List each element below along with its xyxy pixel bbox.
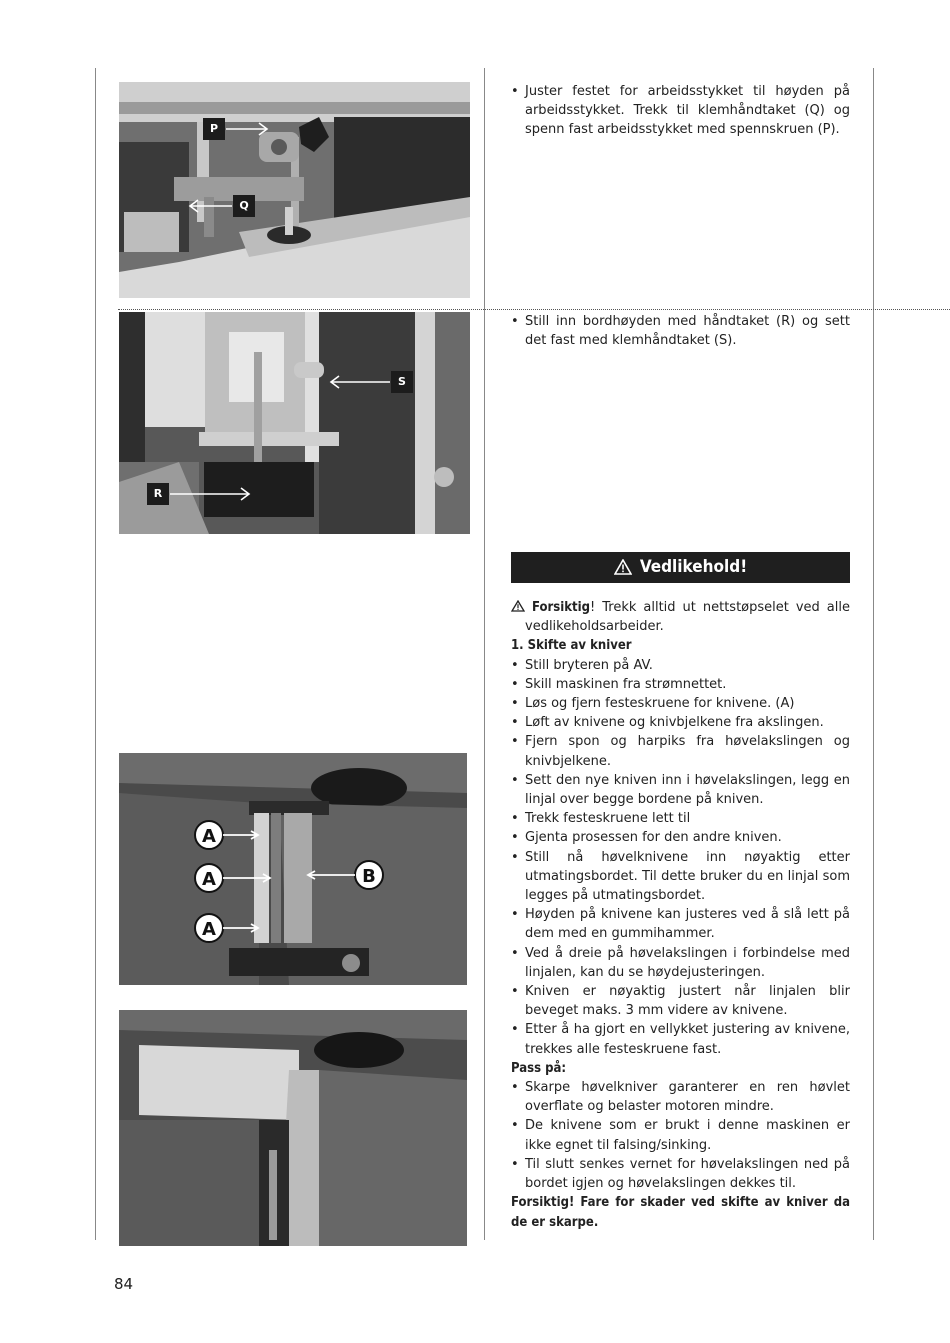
note-heading: Pass på:: [511, 1060, 567, 1076]
list-item: • Ved å dreie på høvelakslingen i forbindelse med linjalen, kan du se høydejusteringen.: [511, 944, 850, 982]
note-list: [511, 1078, 850, 1193]
list-item: • Still bryteren på AV.: [511, 656, 850, 675]
list-item: • Still inn bordhøyden med håndtaket (R) og sett det fast med klemhåndtaket (S).: [511, 312, 850, 350]
arrow-q: [187, 199, 232, 213]
caution-paragraph: [511, 598, 850, 636]
final-warning: Forsiktig! Fare for skader ved skifte av kniver da de er skarpe.: [511, 1195, 850, 1230]
list-item: • Til slutt senkes vernet for høvelakslingen ned på bordet igjen og høvelakslingen dekkes til.: [511, 1155, 850, 1193]
left-column-rule: [95, 68, 96, 1240]
arrow-p: [226, 122, 270, 136]
section-table-height-text: [511, 312, 850, 350]
label-q: Q: [233, 195, 255, 217]
list-item: • Etter å ha gjort en vellykket justering av knivene, trekkes alle festeskruene fast.: [511, 1020, 850, 1058]
table-height-steps-list: [511, 312, 850, 350]
warning-triangle-icon: [614, 559, 632, 575]
list-item: • Løs og fjern festeskruene for knivene. (A): [511, 694, 850, 713]
knife-change-heading: 1. Skifte av kniver: [511, 638, 632, 654]
label-r: R: [147, 483, 169, 505]
list-item: • Skill maskinen fra strømnettet.: [511, 675, 850, 694]
list-item: • Høyden på knivene kan justeres ved å slå lett på dem med en gummihammer.: [511, 905, 850, 943]
caution-text: ! Trekk alltid ut nettstøpselet ved alle vedlikeholdsarbeider.: [525, 600, 850, 635]
callout-b: [355, 861, 383, 889]
warning-triangle-icon: [511, 600, 525, 612]
list-item: • Kniven er nøyaktig justert når linjalen blir beveget maks. 3 mm videre av knivene.: [511, 982, 850, 1020]
arrow-s: [328, 375, 390, 389]
callout-a2-text: A: [202, 869, 216, 890]
maintenance-title: Vedlikehold!: [639, 557, 748, 577]
section-workpiece-text: [511, 82, 850, 140]
photo-knife-screws: [119, 753, 467, 985]
list-item: • De knivene som er brukt i denne maskinen er ikke egnet til falsing/sinking.: [511, 1116, 850, 1154]
list-item: • Løft av knivene og knivbjelkene fra akslingen.: [511, 713, 850, 732]
photo-ruler-check: [119, 1010, 467, 1246]
list-item: • Juster festet for arbeidsstykket til høyden på arbeidsstykket. Trekk til klemhåndtaket (Q) og spenn fast arbeidsstykket med spennskruen (P).: [511, 82, 850, 140]
dotted-section-divider: [118, 309, 950, 310]
caution-label: Forsiktig: [532, 600, 591, 615]
center-column-rule: [484, 68, 485, 1240]
list-item: • Trekk festeskruene lett til: [511, 809, 850, 828]
callout-b-text: B: [362, 866, 376, 887]
arrow-r: [170, 487, 252, 501]
callout-a1-text: A: [202, 826, 216, 847]
callout-a3: [195, 914, 223, 942]
callout-a1: [195, 821, 223, 849]
label-p: P: [203, 118, 225, 140]
list-item: • Still nå høvelknivene inn nøyaktig etter utmatingsbordet. Til dette bruker du en linjal som legges på utmatingsbordet.: [511, 848, 850, 906]
maintenance-banner: [511, 552, 850, 583]
page-number: 84: [114, 1275, 134, 1293]
list-item: • Gjenta prosessen for den andre kniven.: [511, 828, 850, 847]
list-item: • Sett den nye kniven inn i høvelakslingen, legg en linjal over begge bordene på kniven.: [511, 771, 850, 809]
label-s: S: [391, 371, 413, 393]
knife-screws-photo-illustration: [119, 753, 467, 985]
right-column-rule: [873, 68, 874, 1240]
knife-change-steps: [511, 656, 850, 1059]
list-item: • Fjern spon og harpiks fra høvelakslingen og knivbjelkene.: [511, 732, 850, 770]
photo-workpiece-clamp: [119, 82, 470, 298]
ruler-check-photo-illustration: [119, 1010, 467, 1246]
workpiece-steps-list: [511, 82, 850, 140]
maintenance-text: [511, 598, 850, 1232]
list-item: • Skarpe høvelkniver garanterer en ren høvlet overflate og belaster motoren mindre.: [511, 1078, 850, 1116]
clamp-photo-illustration: [119, 82, 470, 298]
callout-a2: [195, 864, 223, 892]
callout-a3-text: A: [202, 919, 216, 940]
